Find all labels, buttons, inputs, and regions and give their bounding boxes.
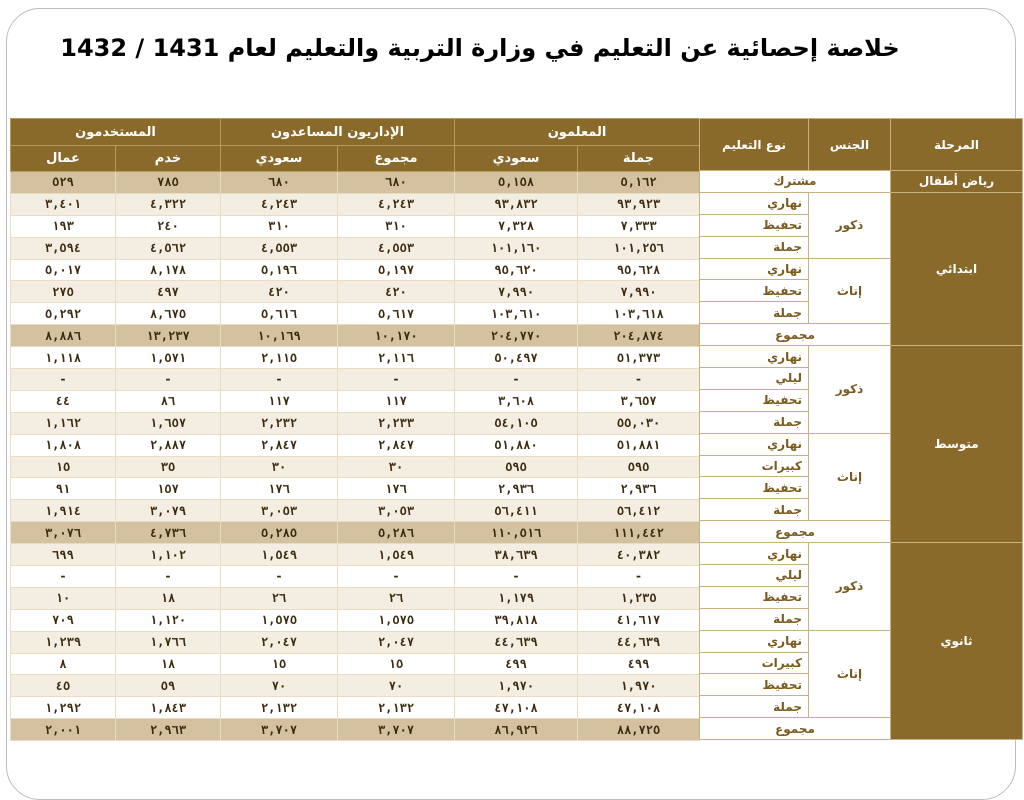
table-cell: ٥,١٩٧ <box>338 259 455 281</box>
stage-kindergarten: رياض أطفال <box>891 171 1023 193</box>
table-cell: ٦٨٠ <box>338 172 455 194</box>
type-day: نهاري <box>700 192 809 214</box>
table-cell: ٣٥ <box>116 456 221 478</box>
table-row <box>11 281 700 303</box>
table-cell: ١١٧ <box>338 390 455 412</box>
stage-intermediate: متوسط <box>891 346 1023 543</box>
gender-males: ذكور <box>809 192 891 258</box>
table-cell: ٧٠ <box>221 675 338 697</box>
table-cell: ٣١٠ <box>221 215 338 237</box>
table-cell: ١,٥٤٩ <box>338 544 455 566</box>
table-cell: ٨,٨٨٦ <box>11 325 116 347</box>
table-cell: ٢,٢٣٣ <box>338 412 455 434</box>
table-cell: ٤٩٧ <box>116 281 221 303</box>
table-cell: ١,٥٤٩ <box>221 544 338 566</box>
table-cell: ٣,٥٩٤ <box>11 237 116 259</box>
table-row <box>11 237 700 259</box>
table-cell: ٤,٣٢٢ <box>116 193 221 215</box>
table-cell: ١٠١,٢٥٦ <box>578 237 700 259</box>
shared-label: مشترك <box>700 171 891 193</box>
table-cell: ٣,٦٥٧ <box>578 390 700 412</box>
table-cell: ١,٩٧٠ <box>578 675 700 697</box>
table-row <box>11 412 700 434</box>
table-cell: - <box>338 369 455 391</box>
type-subtotal: جملة <box>700 302 809 324</box>
table-cell: ٣,٤٠١ <box>11 193 116 215</box>
table-cell: ٢٠٤,٨٧٤ <box>578 325 700 347</box>
table-cell: ٤,٧٣٦ <box>116 522 221 544</box>
table-cell: ١,٥٧٥ <box>338 609 455 631</box>
table-cell: ٥,٦١٧ <box>338 303 455 325</box>
table-cell: ٣٠ <box>338 456 455 478</box>
table-cell: ٩٣,٩٢٣ <box>578 193 700 215</box>
table-cell: ٣٩,٨١٨ <box>455 609 578 631</box>
table-cell: - <box>116 566 221 588</box>
table-cell: ١٠١,١٦٠ <box>455 237 578 259</box>
header-gender: الجنس <box>809 119 891 171</box>
header-row-groups <box>11 119 700 146</box>
table-row <box>11 303 700 325</box>
table-cell: ٥,٠١٧ <box>11 259 116 281</box>
table-cell: ١٣,٢٣٧ <box>116 325 221 347</box>
table-cell: ٣,٧٠٧ <box>221 719 338 741</box>
type-memorization: تحفيظ <box>700 477 809 499</box>
table-cell: ٢,٨٨٧ <box>116 434 221 456</box>
table-cell: ٦٩٩ <box>11 544 116 566</box>
table-cell: ٤٧,١٠٨ <box>455 697 578 719</box>
table-cell: ٢,٩٦٣ <box>116 719 221 741</box>
table-row <box>11 566 700 588</box>
table-cell: ١٨ <box>116 587 221 609</box>
type-subtotal: جملة <box>700 696 809 718</box>
table-cell: ١١١,٤٤٢ <box>578 522 700 544</box>
table-cell: ١٥ <box>221 653 338 675</box>
table-cell: ٤,٢٤٣ <box>338 193 455 215</box>
type-subtotal: جملة <box>700 411 809 433</box>
table-cell: ٧٠٩ <box>11 609 116 631</box>
table-cell: ٤٩٩ <box>578 653 700 675</box>
type-day: نهاري <box>700 433 809 455</box>
table-cell: ٧٠ <box>338 675 455 697</box>
table-cell: ٢,١٣٢ <box>338 697 455 719</box>
table-cell: ٣٨,٦٣٩ <box>455 544 578 566</box>
table-cell: ٤,٥٦٢ <box>116 237 221 259</box>
table-cell: ٥٤,١٠٥ <box>455 412 578 434</box>
table-cell: ٤٤,٦٣٩ <box>578 631 700 653</box>
header-staff: المستخدمون <box>11 119 221 146</box>
table-row <box>11 259 700 281</box>
table-cell: ٦٨٠ <box>221 172 338 194</box>
table-cell: ١,٥٧٥ <box>221 609 338 631</box>
table-row <box>11 544 700 566</box>
table-row <box>11 478 700 500</box>
table-cell: ٥,٢٨٥ <box>221 522 338 544</box>
table-cell: ١٠٣,٦١٠ <box>455 303 578 325</box>
table-cell: ٨٦ <box>116 390 221 412</box>
header-workers: عمال <box>11 146 116 172</box>
type-memorization: تحفيظ <box>700 214 809 236</box>
table-cell: ٤٢٠ <box>338 281 455 303</box>
table-cell: ١,٨٤٣ <box>116 697 221 719</box>
type-subtotal: جملة <box>700 499 809 521</box>
table-cell: ٣٠ <box>221 456 338 478</box>
header-admin-total: مجموع <box>338 146 455 172</box>
table-cell: - <box>11 566 116 588</box>
table-cell: ٨,٦٧٥ <box>116 303 221 325</box>
table-row <box>11 325 700 347</box>
table-cell: ٥٩ <box>116 675 221 697</box>
table-cell: - <box>578 369 700 391</box>
type-night: ليلي <box>700 565 809 587</box>
table-cell: ٢,١١٦ <box>338 347 455 369</box>
table-cell: ٧,٣٢٨ <box>455 215 578 237</box>
table-cell: ١٠٣,٦١٨ <box>578 303 700 325</box>
table-cell: ٨ <box>11 653 116 675</box>
header-admin: الإداريون المساعدون <box>221 119 455 146</box>
table-cell: ١٥٧ <box>116 478 221 500</box>
table-cell: ٣,٦٠٨ <box>455 390 578 412</box>
table-cell: ١٠,١٦٩ <box>221 325 338 347</box>
table-cell: ١,١٧٩ <box>455 587 578 609</box>
table-row <box>11 675 700 697</box>
table-cell: ١٥ <box>338 653 455 675</box>
table-cell: ١,٥٧١ <box>116 347 221 369</box>
gender-females: إناث <box>809 258 891 324</box>
header-row-sub <box>11 146 700 172</box>
table-cell: ٥٦,٤١١ <box>455 500 578 522</box>
table-cell: ١٠,١٧٠ <box>338 325 455 347</box>
table-cell: ٢,٨٤٧ <box>221 434 338 456</box>
table-row <box>11 500 700 522</box>
table-row <box>11 172 700 194</box>
type-subtotal: جملة <box>700 236 809 258</box>
table-cell: ٥,١٦٢ <box>578 172 700 194</box>
header-teachers-total: جملة <box>578 146 700 172</box>
table-cell: ٣,٠٥٣ <box>338 500 455 522</box>
table-cell: ٤١,٦١٧ <box>578 609 700 631</box>
table-cell: ١٥ <box>11 456 116 478</box>
table-cell: ٤٧,١٠٨ <box>578 697 700 719</box>
table-row <box>11 653 700 675</box>
gender-males: ذكور <box>809 543 891 631</box>
table-cell: - <box>338 566 455 588</box>
table-cell: ٥٢٩ <box>11 172 116 194</box>
table-cell: ١,١٦٢ <box>11 412 116 434</box>
table-cell: - <box>455 566 578 588</box>
table-cell: ٥١,٨٨١ <box>578 434 700 456</box>
table-cell: ٥٩٥ <box>578 456 700 478</box>
header-teachers-saudi: سعودي <box>455 146 578 172</box>
type-day: نهاري <box>700 543 809 565</box>
data-table <box>10 118 700 741</box>
table-row <box>11 193 700 215</box>
table-row <box>11 697 700 719</box>
table-cell: ٥,٢٨٦ <box>338 522 455 544</box>
header-teachers: المعلمون <box>455 119 700 146</box>
type-subtotal: جملة <box>700 608 809 630</box>
table-cell: - <box>221 566 338 588</box>
type-day: نهاري <box>700 630 809 652</box>
table-row <box>11 609 700 631</box>
table-cell: ٢,١١٥ <box>221 347 338 369</box>
table-cell: ٤,٢٤٣ <box>221 193 338 215</box>
table-row <box>11 215 700 237</box>
table-cell: ٤٢٠ <box>221 281 338 303</box>
total-label: مجموع <box>700 324 891 346</box>
table-cell: ٥,١٩٦ <box>221 259 338 281</box>
table-cell: ٩٣,٨٣٢ <box>455 193 578 215</box>
table-cell: ٧,٩٩٠ <box>578 281 700 303</box>
table-cell: ٣,٠٧٦ <box>11 522 116 544</box>
table-cell: - <box>11 369 116 391</box>
table-cell: ٨٦,٩٢٦ <box>455 719 578 741</box>
table-cell: ١,٢٩٢ <box>11 697 116 719</box>
table-cell: ١٠ <box>11 587 116 609</box>
header-stage: المرحلة <box>891 119 1023 171</box>
table-cell: ٧,٣٣٣ <box>578 215 700 237</box>
table-row <box>11 434 700 456</box>
table-cell: ١,١٠٢ <box>116 544 221 566</box>
table-cell: ٤,٥٥٣ <box>221 237 338 259</box>
table-cell: ٢٤٠ <box>116 215 221 237</box>
gender-males: ذكور <box>809 346 891 434</box>
table-cell: ٧,٩٩٠ <box>455 281 578 303</box>
table-cell: ٩١ <box>11 478 116 500</box>
table-cell: ٤٠,٣٨٢ <box>578 544 700 566</box>
table-row <box>11 631 700 653</box>
table-cell: ٣,٠٥٣ <box>221 500 338 522</box>
table-cell: ١٩٣ <box>11 215 116 237</box>
stage-primary: ابتدائي <box>891 192 1023 345</box>
table-cell: ٢٦ <box>338 587 455 609</box>
table-cell: ٥٠,٤٩٧ <box>455 347 578 369</box>
table-cell: ٤٤,٦٣٩ <box>455 631 578 653</box>
table-cell: ٢,٩٣٦ <box>578 478 700 500</box>
table-row <box>11 587 700 609</box>
table-cell: ٢,٠٤٧ <box>221 631 338 653</box>
table-cell: ٨,١٧٨ <box>116 259 221 281</box>
type-memorization: تحفيظ <box>700 389 809 411</box>
table-cell: ١,٦٥٧ <box>116 412 221 434</box>
label-table <box>699 118 1023 740</box>
table-cell: - <box>221 369 338 391</box>
table-cell: ١,٩٧٠ <box>455 675 578 697</box>
total-label: مجموع <box>700 718 891 740</box>
type-adults: كبيرات <box>700 455 809 477</box>
table-row <box>11 347 700 369</box>
table-cell: ٤٩٩ <box>455 653 578 675</box>
table-cell: - <box>578 566 700 588</box>
label-header-row <box>700 119 1023 171</box>
table-cell: - <box>116 369 221 391</box>
table-cell: ٩٥,٦٢٨ <box>578 259 700 281</box>
table-cell: ٥,١٥٨ <box>455 172 578 194</box>
table-cell: ٥٦,٤١٢ <box>578 500 700 522</box>
table-row <box>11 719 700 741</box>
table-cell: ٢٠٤,٧٧٠ <box>455 325 578 347</box>
table-cell: ٣١٠ <box>338 215 455 237</box>
table-cell: ٢,٨٤٧ <box>338 434 455 456</box>
table-cell: ٢,٩٣٦ <box>455 478 578 500</box>
stage-secondary: ثانوي <box>891 543 1023 740</box>
table-cell: ١١٧ <box>221 390 338 412</box>
table-cell: ١١٠,٥١٦ <box>455 522 578 544</box>
table-cell: ٨٨,٧٢٥ <box>578 719 700 741</box>
table-cell: ١,٢٣٥ <box>578 587 700 609</box>
table-row <box>11 456 700 478</box>
table-cell: ٢٧٥ <box>11 281 116 303</box>
header-admin-saudi: سعودي <box>221 146 338 172</box>
table-cell: ٢,٠٤٧ <box>338 631 455 653</box>
table-cell: ٢,٢٣٢ <box>221 412 338 434</box>
table-cell: ١,١١٨ <box>11 347 116 369</box>
table-cell: ٣,٠٧٩ <box>116 500 221 522</box>
table-cell: ٥,٢٩٢ <box>11 303 116 325</box>
total-label: مجموع <box>700 521 891 543</box>
table-cell: ١,٧٦٦ <box>116 631 221 653</box>
table-cell: ٥,٦١٦ <box>221 303 338 325</box>
table-cell: ١,٨٠٨ <box>11 434 116 456</box>
table-cell: ٢,١٣٢ <box>221 697 338 719</box>
table-row <box>11 369 700 391</box>
table-cell: ٤٥ <box>11 675 116 697</box>
table-cell: - <box>455 369 578 391</box>
table-cell: ١,٢٣٩ <box>11 631 116 653</box>
table-cell: ١٨ <box>116 653 221 675</box>
table-cell: ٥٥,٠٣٠ <box>578 412 700 434</box>
table-cell: ٣,٧٠٧ <box>338 719 455 741</box>
table-cell: ١٧٦ <box>338 478 455 500</box>
table-cell: ٩٥,٦٢٠ <box>455 259 578 281</box>
table-cell: ١,٩١٤ <box>11 500 116 522</box>
type-memorization: تحفيظ <box>700 586 809 608</box>
table-cell: ٢٦ <box>221 587 338 609</box>
type-adults: كبيرات <box>700 652 809 674</box>
type-memorization: تحفيظ <box>700 280 809 302</box>
table-cell: ١,١٢٠ <box>116 609 221 631</box>
table-cell: ٥٩٥ <box>455 456 578 478</box>
table-row <box>11 390 700 412</box>
gender-females: إناث <box>809 630 891 718</box>
type-day: نهاري <box>700 346 809 368</box>
type-memorization: تحفيظ <box>700 674 809 696</box>
table-cell: ٢,٠٠١ <box>11 719 116 741</box>
table-cell: ٥١,٨٨٠ <box>455 434 578 456</box>
gender-females: إناث <box>809 433 891 521</box>
table-cell: ٥١,٣٧٣ <box>578 347 700 369</box>
header-servants: خدم <box>116 146 221 172</box>
table-cell: ٤,٥٥٣ <box>338 237 455 259</box>
header-edu-type: نوع التعليم <box>700 119 809 171</box>
page-title: خلاصة إحصائية عن التعليم في وزارة التربية والتعليم لعام 1431 / 1432 <box>60 34 900 62</box>
table-cell: ٤٤ <box>11 390 116 412</box>
table-row <box>11 522 700 544</box>
type-day: نهاري <box>700 258 809 280</box>
table-cell: ٧٨٥ <box>116 172 221 194</box>
type-night: ليلي <box>700 368 809 390</box>
table-cell: ١٧٦ <box>221 478 338 500</box>
